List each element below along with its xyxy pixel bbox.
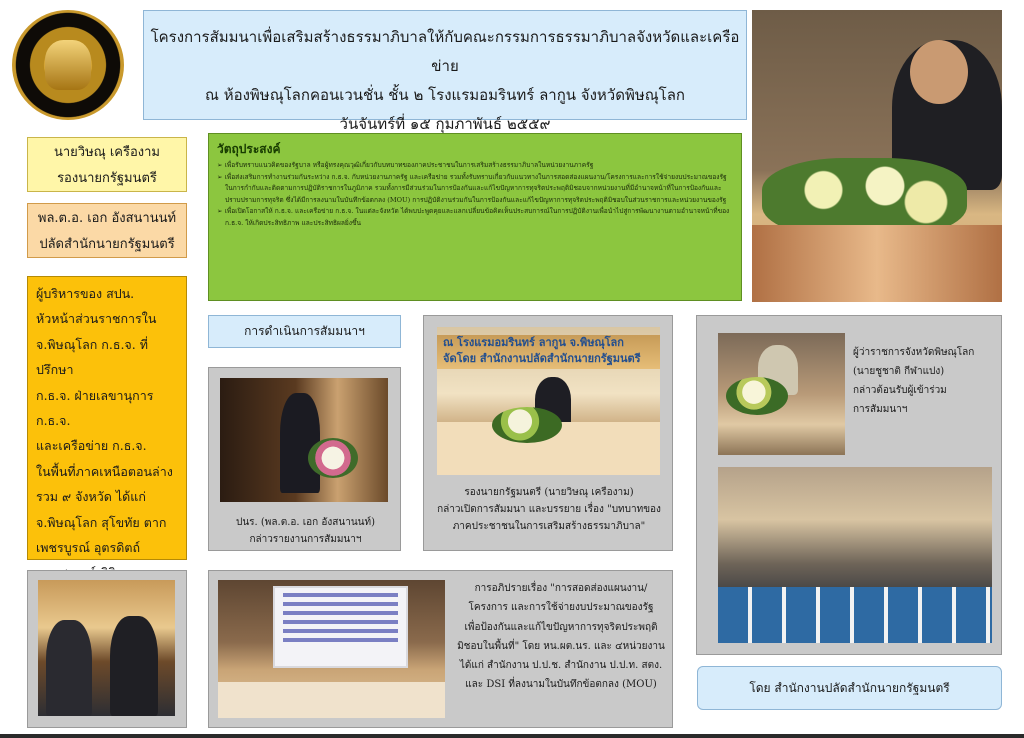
permanent-secretary-name: พล.ต.อ. เอก อังสนานนท์ [37, 211, 177, 226]
attendees-line: ในพื้นที่ภาคเหนือตอนล่าง [36, 463, 173, 479]
objectives-box [208, 133, 742, 301]
objective-item: ➢ เพื่อเปิดโอกาสให้ ก.ธ.จ. และเครือข่าย ก.ธ.จ. ในแต่ละจังหวัด ได้พบปะพูดคุยและแลกเปลี่ยนข้อคิดเห็นประสบการณ์ในการปฏิบัติงานเพื่อนำไปสู่การพัฒนางานตามอำนาจหน้าที่ของ ก.ธ.จ. ให้เกิดประสิทธิภาพ และประสิทธิผลยิ่งขึ้น [217, 207, 730, 227]
attendees-line: หัวหน้าส่วนราชการใน [36, 311, 157, 327]
attendees-box [27, 276, 187, 560]
banner-line-2: จัดโดย สำนักงานปลัดสำนักนายกรัฐมนตรี [443, 352, 641, 365]
objective-item: ➢ เพื่อส่งเสริมการทำงานร่วมกันระหว่าง ก.ธ.จ. กับหน่วยงานภาครัฐ และเครือข่าย รวมทั้งรับทราบเกี่ยวกับแนวทางในการสอดส่องแผนงาน/โครงการและการใช้จ่ายงบประมาณของรัฐในการกำกับและติดตามการปฏิบัติราชการในภูมิภาค รวมทั้งการมีส่วนร่วมในการป้องกันและแก้ไขปัญหาการทุจริตประพฤติมิชอบจากหน่วยงานที่มีอำนาจหน้าที่ในการป้องกันและปราบปรามการทุจริต ซึ่งได้มีการลงนามในบันทึกข้อตกลง (MOU) การปฏิบัติงานร่วมกันในการป้องกันและแก้ไขปัญหาการทุจริตประพฤติมิชอบในส่วนราชการและหน่วยงานของรัฐ [217, 172, 727, 204]
title-line-3: วันจันทร์ที่ ๑๕ กุมภาพันธ์ ๒๕๕๙ [339, 115, 551, 133]
permanent-secretary-box [27, 203, 187, 258]
attendees-line: จ.พิษณุโลก ก.ธ.จ. ที่ปรึกษา [36, 336, 148, 378]
attendees-line: ก.ธ.จ. ฝ่ายเลขานุการ ก.ธ.จ. [36, 387, 154, 429]
attendees-line: จ.พิษณุโลก สุโขทัย ตาก [36, 514, 167, 530]
photo-report-speech [220, 378, 388, 502]
banner-line-1: ณ โรงแรมอมรินทร์ ลากูน จ.พิษณุโลก [443, 336, 624, 349]
photo-panel-discussion [218, 580, 445, 718]
vice-pm-title: รองนายกรัฐมนตรี [57, 171, 157, 186]
report-caption: ปนร. (พล.ต.อ. เอก อังสนานนท์) กล่าวรายงานการสัมมนาฯ [235, 517, 375, 545]
photo-vice-pm-speech [437, 327, 660, 475]
vice-pm-box [27, 137, 187, 192]
objective-item: ➢ เพื่อรับทราบแนวคิดของรัฐบาล หรือผู้ทรงคุณวุฒิเกี่ยวกับบทบาทของภาคประชาชนในการเสริมสร้างธรรมาภิบาลในหน่วยงานภาครัฐ [217, 161, 594, 169]
photo-audience-hall [718, 467, 992, 643]
title-line-2: ณ ห้องพิษณุโลกคอนเวนชั่น ชั้น ๒ โรงแรมอมรินทร์ ลากูน จังหวัดพิษณุโลก [205, 86, 685, 104]
attendees-line: และเครือข่าย ก.ธ.จ. [36, 438, 147, 454]
attendees-line: เพชรบูรณ์ อุตรดิตถ์ [36, 540, 141, 556]
photo-keynote-speaker [752, 10, 1002, 302]
objectives-heading: วัตถุประสงค์ [217, 142, 281, 156]
permanent-secretary-title: ปลัดสำนักนายกรัฐมนตรี [39, 237, 175, 252]
photo-governor-speech [718, 333, 845, 455]
government-seal-logo [12, 10, 124, 120]
attendees-line: รวม ๙ จังหวัด ได้แก่ [36, 489, 146, 505]
bottom-divider [0, 734, 1024, 738]
process-label: การดำเนินการสัมมนาฯ [208, 315, 401, 348]
photo-handshake [38, 580, 175, 716]
vice-pm-caption: รองนายกรัฐมนตรี (นายวิษณุ เครืองาม) กล่าวเปิดการสัมมนา และบรรยาย เรื่อง "บทบาทของ ภาคประชาชนในการเสริมสร้างธรรมาภิบาล" [437, 487, 661, 532]
title-line-1: โครงการสัมมนาเพื่อเสริมสร้างธรรมาภิบาลให้กับคณะกรรมการธรรมาภิบาลจังหวัดและเครือข่าย [150, 28, 740, 75]
page-title [143, 10, 747, 133]
governor-caption: ผู้ว่าราชการจังหวัดพิษณุโลก (นายชูชาติ กีฬาแปง) กล่าวต้อนรับผู้เข้าร่วม การสัมมนาฯ [853, 347, 975, 415]
panel-caption: การอภิปรายเรื่อง "การสอดส่องแผนงาน/ โครงการ และการใช้จ่ายงบประมาณของรัฐ เพื่อป้องกันและแก้ไขปัญหาการทุจริตประพฤติ มิชอบในพื้นที่" โดย หน.ผต.นร. และ ๔หน่วยงาน ได้แก่ สำนักงาน ป.ป.ช. สำนักงาน ป.ป.ท. สตง. และ DSI ที่ลงนามในบันทึกข้อตกลง (MOU) [457, 583, 665, 691]
credit-box: โดย สำนักงานปลัดสำนักนายกรัฐมนตรี [697, 666, 1002, 710]
vice-pm-name: นายวิษณุ เครืองาม [53, 145, 160, 160]
attendees-line: ผู้บริหารของ สปน. [36, 286, 135, 301]
